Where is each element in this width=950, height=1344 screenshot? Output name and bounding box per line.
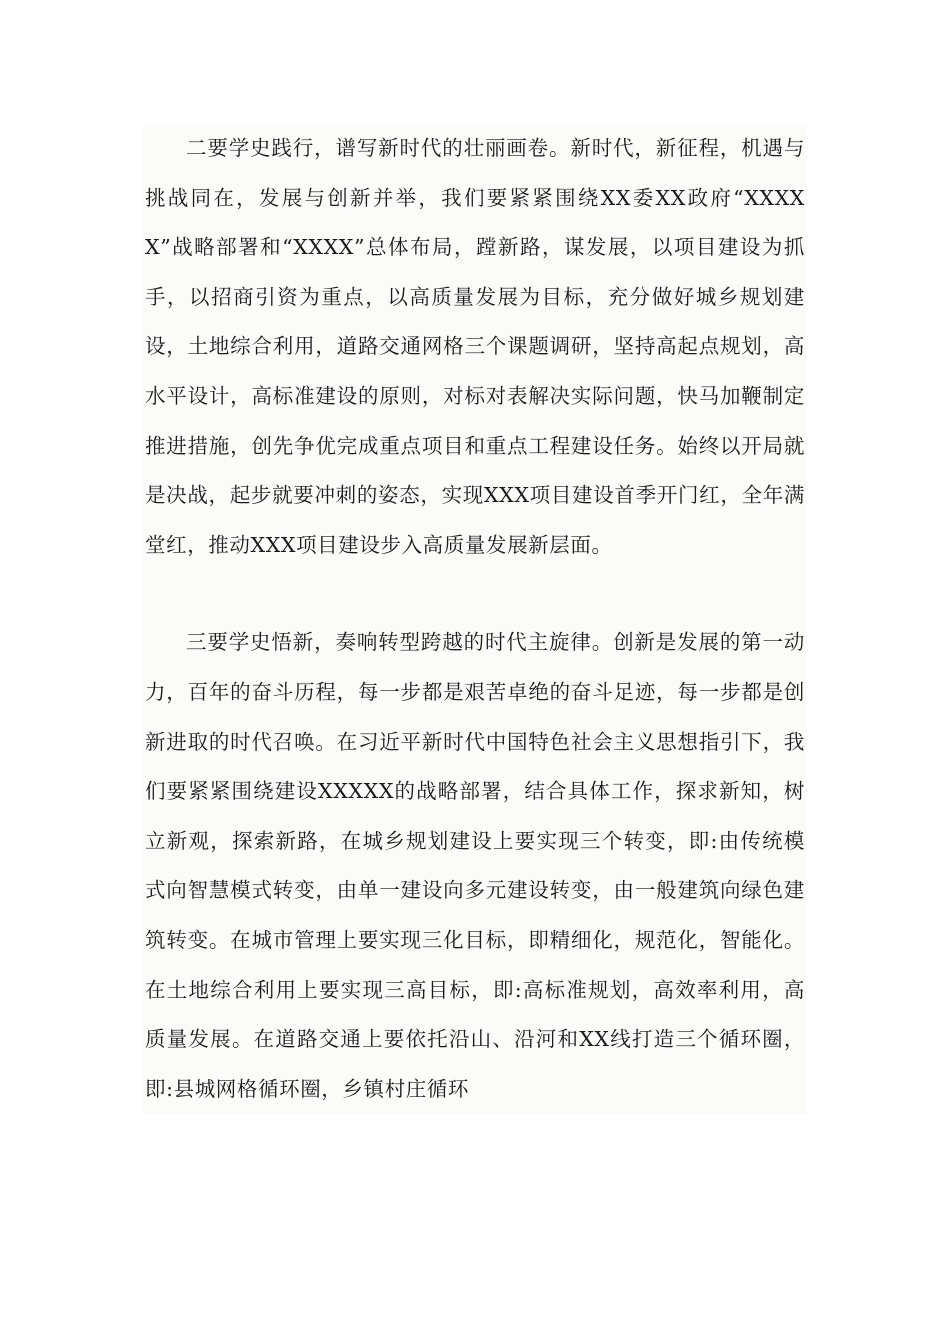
document-body	[143, 124, 807, 1114]
paragraph-practice: 二要学史践行，谱写新时代的壮丽画卷。新时代，新征程，机遇与挑战同在，发展与创新并举，我们要紧紧围绕XX委XX政府“XXXXX”战略部署和“XXXX”总体布局，蹚新路，谋发展，以项目建设为抓手，以招商引资为重点，以高质量发展为目标，充分做好城乡规划建设，土地综合利用，道路交通网格三个课题调研，坚持高起点规划，高水平设计，高标准建设的原则，对标对表解决实际问题，快马加鞭制定推进措施，创先争优完成重点项目和重点工程建设任务。始终以开局就是决战，起步就要冲刺的姿态，实现XXX项目建设首季开门红，全年满堂红，推动XXX项目建设步入高质量发展新层面。	[145, 136, 805, 557]
paragraph-innovation: 三要学史悟新，奏响转型跨越的时代主旋律。创新是发展的第一动力，百年的奋斗历程，每一步都是艰苦卓绝的奋斗足迹，每一步都是创新进取的时代召唤。在习近平新时代中国特色社会主义思想指引下，我们要紧紧围绕建设XXXXX的战略部署，结合具体工作，探求新知，树立新观，探索新路，在城乡规划建设上要实现三个转变，即:由传统模式向智慧模式转变，由单一建设向多元建设转变，由一般建筑向绿色建筑转变。在城市管理上要实现三化目标，即精细化，规范化，智能化。在土地综合利用上要实现三高目标，即:高标准规划，高效率利用，高质量发展。在道路交通上要依托沿山、沿河和XX线打造三个循环圈，即:县城网格循环圈，乡镇村庄循环	[145, 630, 805, 1101]
